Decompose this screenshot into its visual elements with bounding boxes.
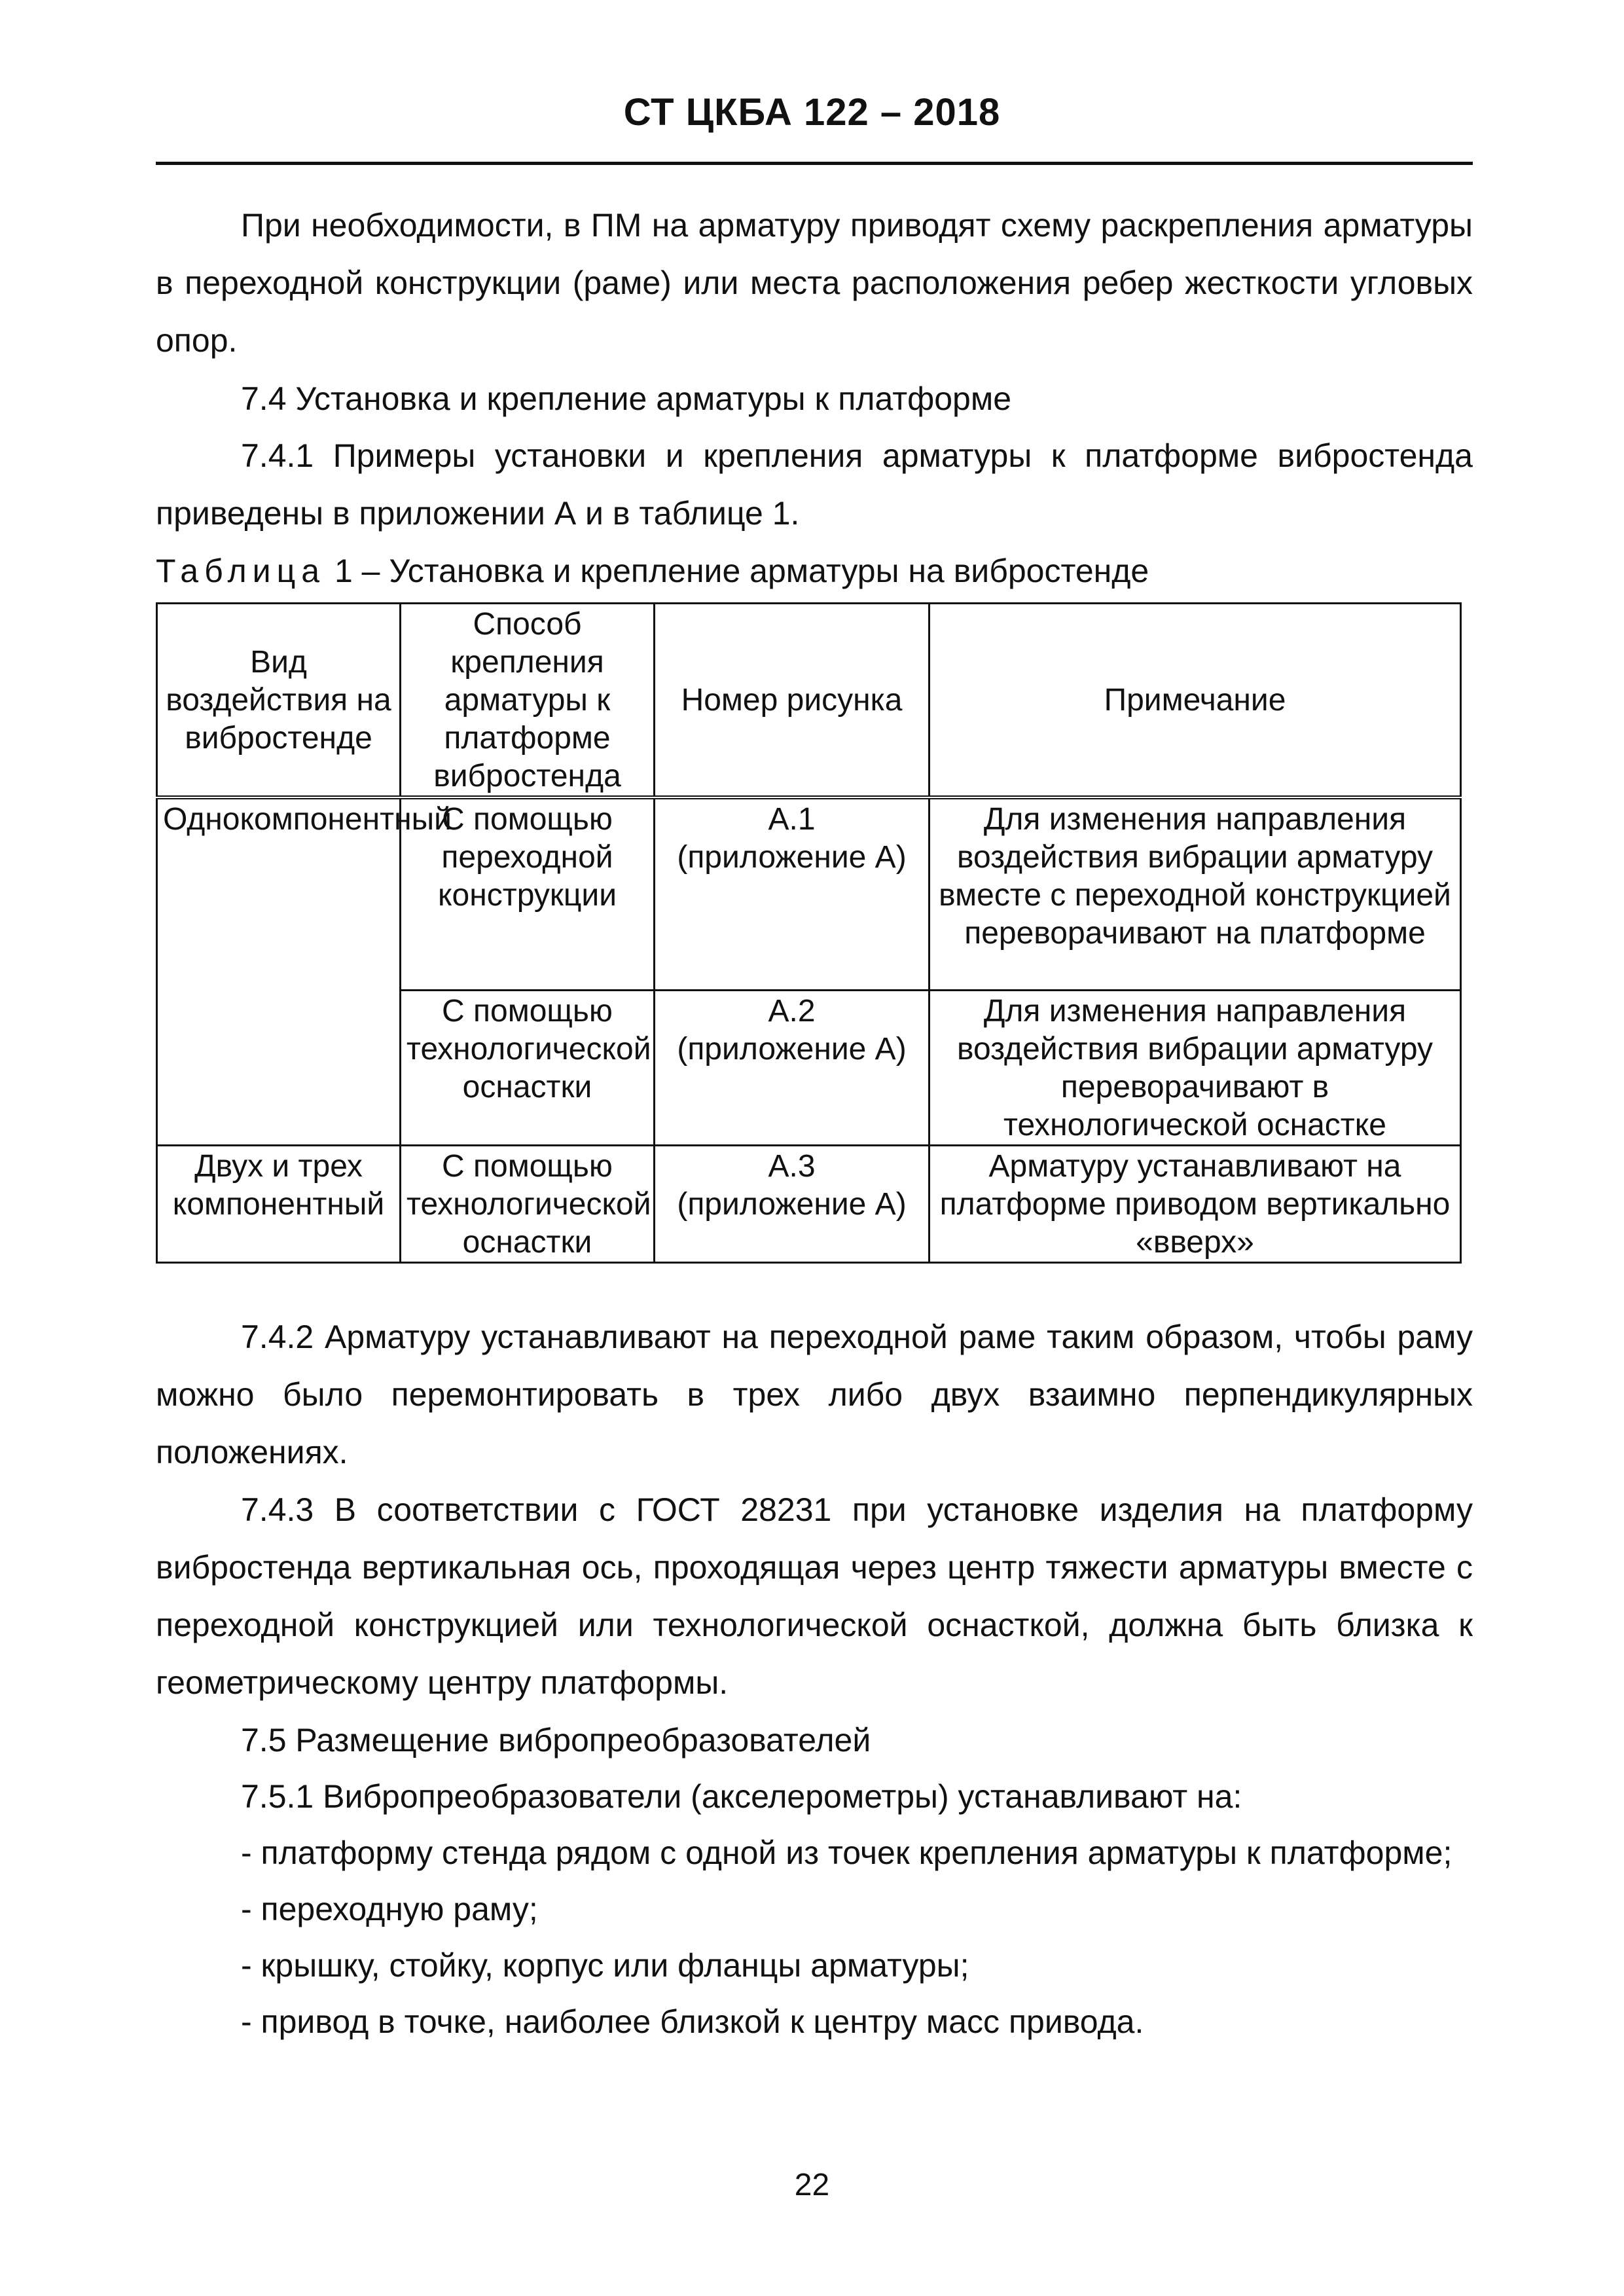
page-number: 22 xyxy=(794,2168,830,2202)
section-heading-7-4: 7.4 Установка и крепление арматуры к платформе xyxy=(241,380,1012,417)
table-row xyxy=(157,797,1461,990)
cell-figure xyxy=(655,1145,929,1262)
paragraph-7-4-3: 7.4.3 В соответствии с ГОСТ 28231 при установке изделия на платформу вибростенда вертикальная ось, проходящая через центр тяжести арматуры вместе с переходной конструкцией или технологической оснасткой, должна быть близка к геометрическому центру платформы. xyxy=(156,1491,1473,1701)
figure-appendix-ref: (приложение А) xyxy=(677,840,907,875)
list-item: - привод в точке, наиболее близкой к центру масс привода. xyxy=(241,2003,1144,2040)
paragraph-pm-scheme: При необходимости, в ПМ на арматуру приводят схему раскрепления арматуры в переходной конструкции (раме) или места расположения ребер жесткости угловых опор. xyxy=(156,207,1473,359)
table-caption-label: Таблица xyxy=(156,553,326,589)
list-item: - платформу стенда рядом с одной из точек крепления арматуры к платформе; xyxy=(241,1834,1453,1871)
paragraph-7-4-2: 7.4.2 Арматуру устанавливают на переходной раме таким образом, чтобы раму можно было перемонтировать в трех либо двух взаимно перпендикулярных положениях. xyxy=(156,1319,1473,1470)
cell-note: Арматуру устанавливают на платформе приводом вертикально «вверх» xyxy=(929,1145,1461,1262)
cell-figure xyxy=(655,990,929,1145)
cell-method: С помощью технологической оснастки xyxy=(401,990,655,1145)
cell-method: С помощью переходной конструкции xyxy=(401,797,655,990)
table-header-row xyxy=(157,604,1461,798)
mounting-table xyxy=(156,602,1462,1264)
header-method: Способ крепления арматуры к платформе вибростенда xyxy=(401,604,655,798)
section-heading-7-5: 7.5 Размещение вибропреобразователей xyxy=(241,1722,871,1758)
header-note: Примечание xyxy=(929,604,1461,798)
cell-effect: Двух и трех компонентный xyxy=(157,1145,401,1262)
figure-number: А.1 xyxy=(768,802,816,837)
list-item: - переходную раму; xyxy=(241,1891,538,1927)
figure-number: А.2 xyxy=(768,993,816,1029)
figure-appendix-ref: (приложение А) xyxy=(677,1186,907,1222)
figure-appendix-ref: (приложение А) xyxy=(677,1031,907,1066)
figure-number: А.3 xyxy=(768,1148,816,1184)
header-figure: Номер рисунка xyxy=(655,604,929,798)
paragraph-7-4-1: 7.4.1 Примеры установки и крепления арматуры к платформе вибростенда приведены в приложении А и в таблице 1. xyxy=(156,437,1473,532)
cell-figure xyxy=(655,797,929,990)
list-item: - крышку, стойку, корпус или фланцы арматуры; xyxy=(241,1947,969,1984)
cell-note: Для изменения направления воздействия вибрации арматуру переворачивают в технологической оснастке xyxy=(929,990,1461,1145)
cell-effect: Однокомпонентный xyxy=(157,797,401,1145)
cell-method: С помощью технологической оснастки xyxy=(401,1145,655,1262)
header-rule xyxy=(156,162,1473,165)
cell-note: Для изменения направления воздействия вибрации арматуру вместе с переходной конструкцией переворачивают на платформе xyxy=(929,797,1461,990)
table-caption-text: 1 – Установка и крепление арматуры на вибростенде xyxy=(334,553,1149,589)
table-caption xyxy=(156,542,1149,600)
paragraph-7-5-1: 7.5.1 Вибропреобразователи (акселерометры) устанавливают на: xyxy=(241,1778,1242,1815)
document-header-title: СТ ЦКБА 122 – 2018 xyxy=(623,91,1001,134)
table-row xyxy=(157,1145,1461,1262)
header-effect: Вид воздействия на вибростенде xyxy=(157,604,401,798)
